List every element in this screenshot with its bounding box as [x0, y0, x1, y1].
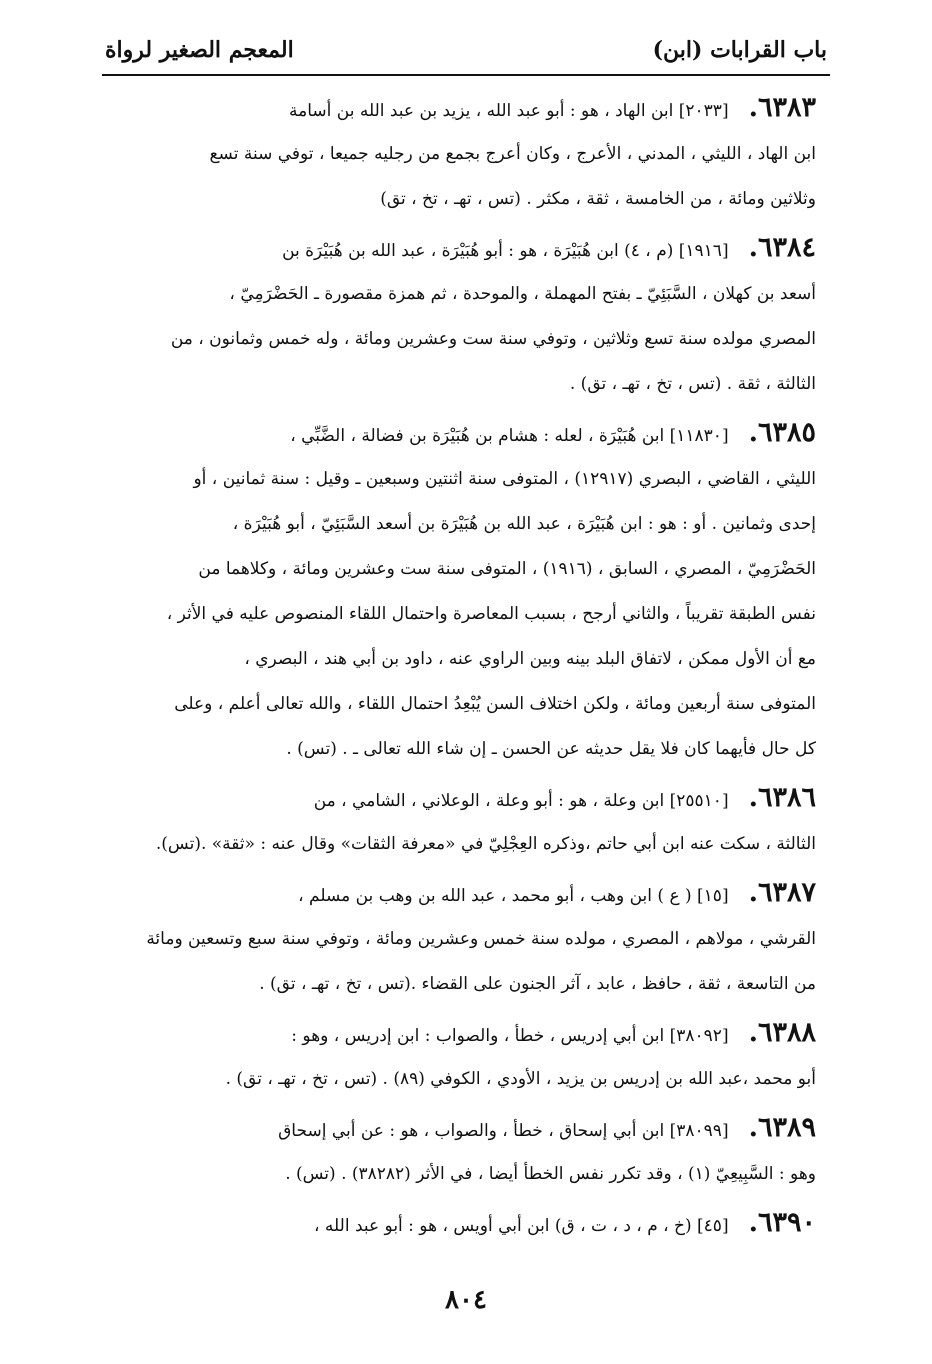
entry-text: [٣٨٠٩٢] ابن أبي إدريس ، خطأ ، والصواب : ابن إدريس ، وهو : [291, 1026, 729, 1046]
entry-first-line [112, 224, 816, 272]
running-header [105, 30, 827, 70]
entry-line [112, 592, 816, 637]
entry-text: الثالثة ، سكت عنه ابن أبي حاتم ،وذكره العِجْلِيّ في «معرفة الثقات» وقال عنه : «ثقة» .(تس). [155, 834, 816, 854]
entry-number: ٦٣٨٥. [748, 417, 816, 448]
entry-first-line [112, 84, 816, 132]
entry [112, 774, 816, 867]
entry-line [112, 272, 816, 317]
entry-number: ٦٣٨٨. [748, 1017, 816, 1048]
entry-first-line [112, 409, 816, 457]
entry [112, 409, 816, 772]
entry-number: ٦٣٨٤. [748, 232, 816, 263]
entry-text: من التاسعة ، ثقة ، حافظ ، عابد ، آثر الجنون على القضاء .(تس ، تخ ، تهـ ، تق) . [259, 974, 816, 994]
entry-text: [٢٠٣٣] ابن الهاد ، هو : أبو عبد الله ، يزيد بن عبد الله بن أسامة [288, 101, 729, 121]
entry-text: نفس الطبقة تقريباً ، والثاني أرجح ، بسبب المعاصرة واحتمال اللقاء المنصوص عليه في الأثر ، [166, 604, 816, 624]
entry-line [112, 362, 816, 407]
entry-text: إحدى وثمانين . أو : هو : ابن هُبَيْرَة ، عبد الله بن هُبَيْرَة بن أسعد السَّبَئِيّ ، أبو هُبَيْرَة ، [232, 514, 816, 534]
entry-text: أسعد بن كهلان ، السَّبَئِيّ ـ بفتح المهملة ، والموحدة ، ثم همزة مقصورة ـ الحَضْرَمِيّ ، [229, 284, 816, 304]
entry-first-line [112, 774, 816, 822]
entry-number: ٦٣٨٩. [748, 1112, 816, 1143]
entry-text: [١١٨٣٠] ابن هُبَيْرَة ، لعله : هشام بن هُبَيْرَة بن فضالة ، الضَّبِّي ، [290, 426, 729, 446]
entry-number: ٦٣٨٧. [748, 877, 816, 908]
entry [112, 224, 816, 407]
entry-line [112, 457, 816, 502]
entry-line [112, 822, 816, 867]
entry-text: وثلاثين ومائة ، من الخامسة ، ثقة ، مكثر . (تس ، تهـ ، تخ ، تق) [380, 189, 816, 209]
entry-line [112, 962, 816, 1007]
entries-body [112, 84, 816, 1249]
entry-number: ٦٣٨٣. [748, 92, 816, 123]
entry-text: [٣٨٠٩٩] ابن أبي إسحاق ، خطأ ، والصواب ، هو : عن أبي إسحاق [278, 1121, 729, 1141]
entry [112, 1009, 816, 1102]
entry-text: وهو : السَّبِيعِيّ (١) ، وقد تكرر نفس الخطأ أيضا ، في الأثر (٣٨٢٨٢) . (تس) . [285, 1164, 816, 1184]
entry-line [112, 1152, 816, 1197]
header-book-title: المعجم الصغير لرواة [105, 37, 294, 63]
entry-text: أبو محمد ،عبد الله بن إدريس بن يزيد ، الأودي ، الكوفي (٨٩) . (تس ، تخ ، تهـ ، تق) . [225, 1069, 816, 1089]
page-number: ٨٠٤ [445, 1285, 487, 1315]
entry-line [112, 502, 816, 547]
entry-text: القرشي ، مولاهم ، المصري ، مولده سنة خمس وعشرين ومائة ، وتوفي سنة سبع وتسعين ومائة [146, 929, 816, 949]
entry-text: الثالثة ، ثقة . (تس ، تخ ، تهـ ، تق) . [569, 374, 816, 394]
entry [112, 1199, 816, 1247]
entry-text: ابن الهاد ، الليثي ، المدني ، الأعرج ، وكان أعرج بجمع من رجليه جميعا ، توفي سنة تسع [209, 144, 816, 164]
entry-text: [١٥] ( ع ) ابن وهب ، أبو محمد ، عبد الله بن وهب بن مسلم ، [298, 886, 729, 906]
entry-text: [١٩١٦] (م ، ٤) ابن هُبَيْرَة ، هو : أبو هُبَيْرَة ، عبد الله بن هُبَيْرَة بن [282, 241, 729, 261]
entry-number: ٦٣٩٠. [748, 1207, 816, 1238]
entry-first-line [112, 1104, 816, 1152]
header-chapter-title: باب القرابات (ابن) [652, 37, 827, 63]
entry-first-line [112, 1199, 816, 1247]
entry-line [112, 177, 816, 222]
entry [112, 869, 816, 1007]
entry-text: المتوفى سنة أربعين ومائة ، ولكن اختلاف السن يُبْعِدُ احتمال اللقاء ، والله تعالى أعلم ، وعلى [174, 694, 816, 714]
entry-line [112, 317, 816, 362]
entry-line [112, 682, 816, 727]
entry-first-line [112, 869, 816, 917]
entry-line [112, 917, 816, 962]
entry-line [112, 727, 816, 772]
entry-first-line [112, 1009, 816, 1057]
entry-line [112, 637, 816, 682]
entry-line [112, 1057, 816, 1102]
entry-text: مع أن الأول ممكن ، لاتفاق البلد بينه وبين الراوي عنه ، داود بن أبي هند ، البصري ، [244, 649, 816, 669]
entry-line [112, 132, 816, 177]
entry-text: المصري مولده سنة تسع وثلاثين ، وتوفي سنة ست وعشرين ومائة ، وله خمس وثمانون ، من [170, 329, 816, 349]
entry-text: [٤٥] (خ ، م ، د ، ت ، ق) ابن أبي أويس ، هو : أبو عبد الله ، [314, 1216, 729, 1236]
entry-line [112, 547, 816, 592]
entry-text: الحَضْرَمِيّ ، المصري ، السابق ، (١٩١٦) ، المتوفى سنة ست وعشرين ومائة ، وكلاهما من [198, 559, 816, 579]
header-divider [102, 74, 830, 76]
entry [112, 84, 816, 222]
entry [112, 1104, 816, 1197]
entry-number: ٦٣٨٦. [748, 782, 816, 813]
entry-text: [٢٥٥١٠] ابن وعلة ، هو : أبو وعلة ، الوعلاني ، الشامي ، من [313, 791, 729, 811]
entry-text: الليثي ، القاضي ، البصري (١٢٩١٧) ، المتوفى سنة اثنتين وسبعين ـ وقيل : سنة ثمانين ، أو [193, 469, 816, 489]
entry-text: كل حال فأيهما كان فلا يقل حديثه عن الحسن ـ إن شاء الله تعالى ـ . (تس) . [286, 739, 816, 759]
